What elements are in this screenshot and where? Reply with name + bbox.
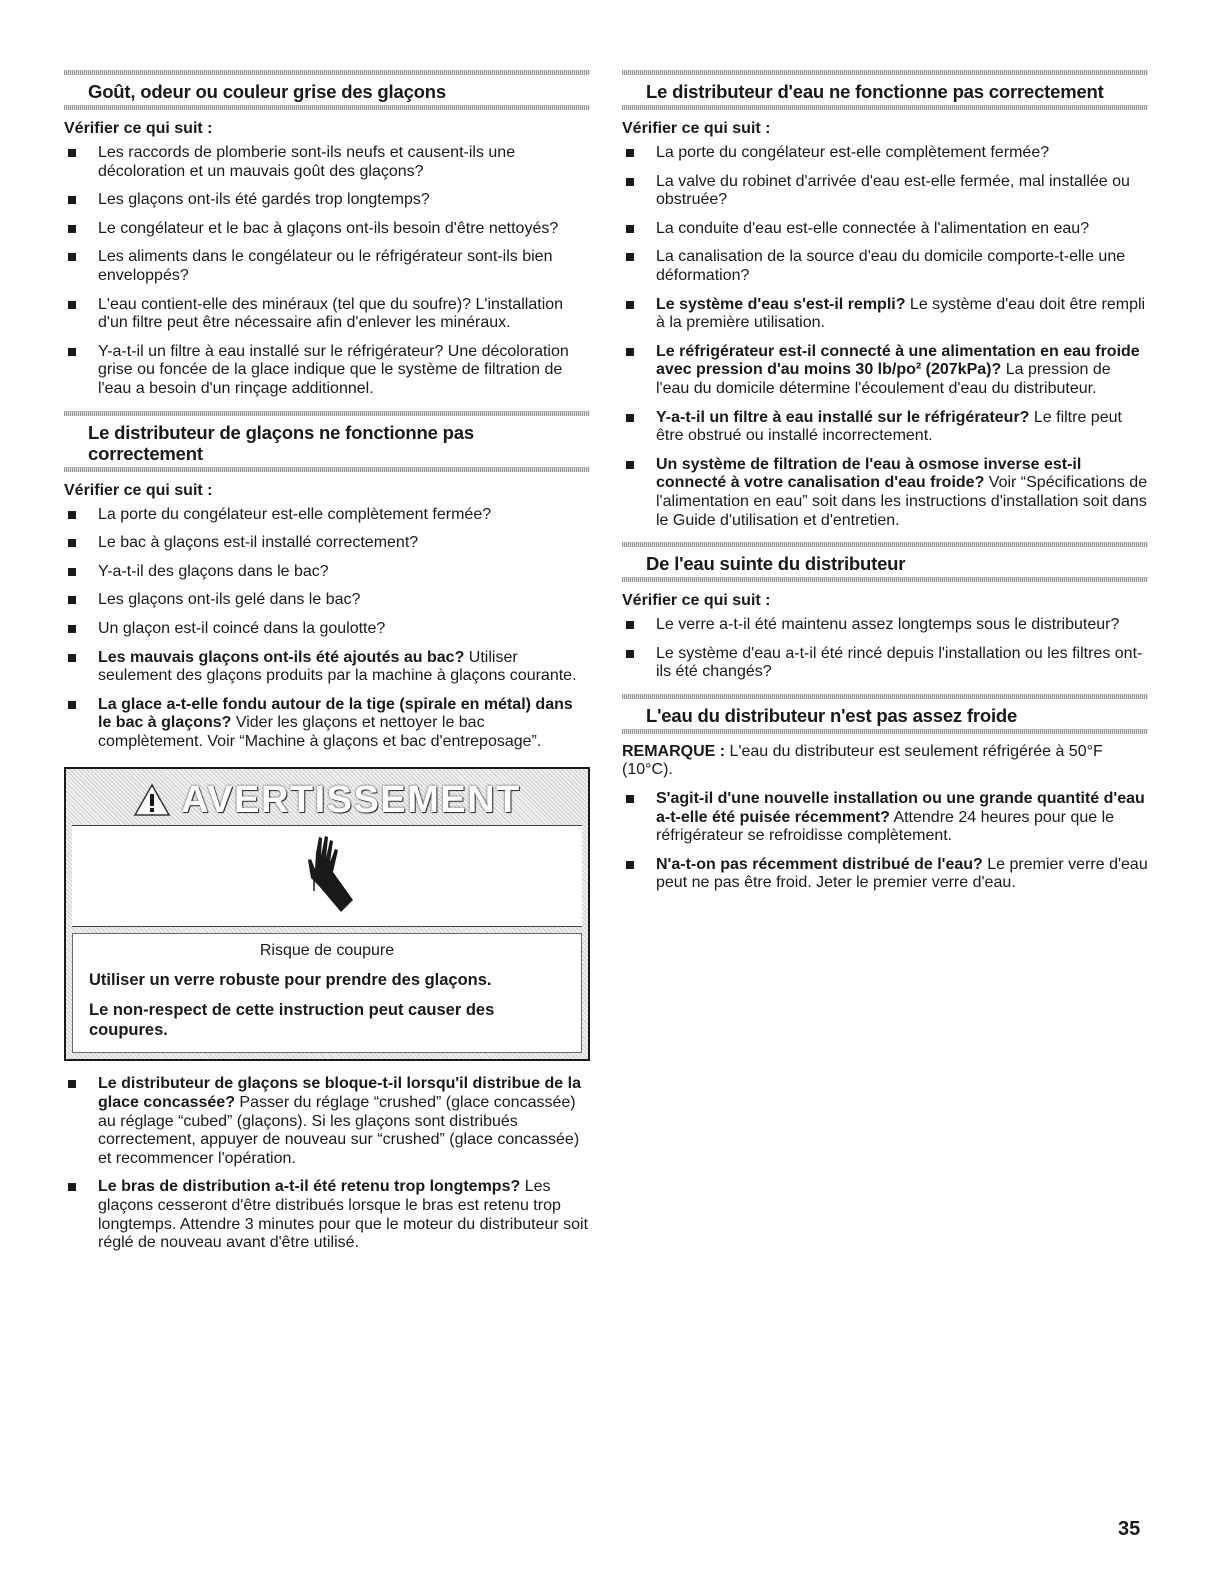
list-item: S'agit-il d'une nouvelle installation ou une grande quantité d'eau a-t-elle été puisée récemment? Attendre 24 heures pour que le réfrigérateur se refroidisse complètement. [622,790,1148,846]
list-item: Les glaçons ont-ils gelé dans le bac? [64,591,590,610]
section-header [64,409,590,469]
left-column [64,68,590,1263]
list-item: Y-a-t-il un filtre à eau installé sur le réfrigérateur? Une décoloration grise ou foncée de la glace indique que le système de filtration de l'eau a besoin d'un rinçage additionnel. [64,343,590,399]
page-number: 35 [1118,1518,1141,1540]
list-item: Le congélateur et le bac à glaçons ont-ils besoin d'être nettoyés? [64,220,590,239]
check-label: Vérifier ce qui suit : [622,592,771,610]
section-title: Le distributeur d'eau ne fonctionne pas correctement [646,81,1104,102]
hand-cut-icon [282,831,372,921]
list-item: La glace a-t-elle fondu autour de la tige (spirale en métal) dans le bac à glaçons? Vider les glaçons et nettoyer le bac complètement. Voir “Machine à glaçons et bac d'entreposage”. [64,696,590,752]
list-item: Le verre a-t-il été maintenu assez longtemps sous le distributeur? [622,616,1148,635]
list-item: Le réfrigérateur est-il connecté à une alimentation en eau froide avec pression d'au moins 30 lb/po² (207kPa)? La pression de l'eau du domicile détermine l'écoulement d'eau du distributeur. [622,343,1148,399]
list-item: La porte du congélateur est-elle complètement fermée? [622,144,1148,163]
warning-risk: Risque de coupure [259,942,395,960]
list-item: Un système de filtration de l'eau à osmose inverse est-il connecté à votre canalisation d'eau froide? Voir “Spécifications de l'alimentation en eau” soit dans les instructions d'installation soit dans le Guide d'utilisation et d'entretien. [622,456,1148,530]
warning-text-area [72,933,582,1053]
section-title: Le distributeur de glaçons ne fonctionne pas correctement [88,421,474,464]
section-title: L'eau du distributeur n'est pas assez froide [646,704,1018,726]
warning-banner [72,775,582,825]
list-item: La canalisation de la source d'eau du domicile comporte-t-elle une déformation? [622,248,1148,285]
list-item: Y-a-t-il des glaçons dans le bac? [64,563,590,582]
warning-triangle-icon [133,783,171,817]
warning-consequence: Le non-respect de cette instruction peut causer des coupures. [89,1001,495,1040]
section-header [64,68,590,107]
list-item: L'eau contient-elle des minéraux (tel que du soufre)? L'installation d'un filtre peut être nécessaire afin d'enlever les minéraux. [64,296,590,333]
bullet-list [64,144,590,399]
list-item: Le système d'eau s'est-il rempli? Le système d'eau doit être rempli à la première utilisation. [622,296,1148,333]
section-header [622,540,1148,579]
warning-icon-area [72,825,582,927]
check-label: Vérifier ce qui suit : [64,481,213,499]
list-item: Le distributeur de glaçons se bloque-t-il lorsqu'il distribue de la glace concassée? Passer du réglage “crushed” (glace concassée) au réglage “cubed” (glaçons). Si les glaçons sont distribués correctement, appuyer de nouveau sur “crushed” (glace concassée) et recommencer l'opération. [64,1075,590,1168]
bullet-list [622,144,1148,530]
list-item: Les mauvais glaçons ont-ils été ajoutés au bac? Utiliser seulement des glaçons produits par la machine à glaçons courante. [64,649,590,686]
list-item: La valve du robinet d'arrivée d'eau est-elle fermée, mal installée ou obstruée? [622,173,1148,210]
list-item: Le système d'eau a-t-il été rincé depuis l'installation ou les filtres ont-ils été changés? [622,645,1148,682]
bullet-list [622,790,1148,893]
warning-instruction: Utiliser un verre robuste pour prendre des glaçons. [89,971,492,990]
bullet-list [622,616,1148,682]
check-label: Vérifier ce qui suit : [64,120,213,137]
list-item: Le bras de distribution a-t-il été retenu trop longtemps? Les glaçons cesseront d'être distribués lorsque le bras est retenu trop longtemps. Attendre 3 minutes pour que le moteur du distributeur soit réglé de nouveau avant d'être utilisé. [64,1178,590,1252]
section-header [622,68,1148,107]
section-title: De l'eau suinte du distributeur [646,553,906,575]
list-item: Les raccords de plomberie sont-ils neufs et causent-ils une décoloration et un mauvais goût des glaçons? [64,144,590,181]
list-item: Un glaçon est-il coincé dans la goulotte? [64,620,590,639]
list-item: N'a-t-on pas récemment distribué de l'eau? Le premier verre d'eau peut ne pas être froid. Jeter le premier verre d'eau. [622,856,1148,893]
bullet-list [64,1075,590,1252]
list-item: Y-a-t-il un filtre à eau installé sur le réfrigérateur? Le filtre peut être obstrué ou installé incorrectement. [622,409,1148,446]
list-item: Les glaçons ont-ils été gardés trop longtemps? [64,191,590,210]
section-title: Goût, odeur ou couleur grise des glaçons [88,81,446,102]
section-header [622,692,1148,731]
warning-title: AVERTISSEMENT [181,778,521,821]
right-column [622,68,1148,903]
list-item: La conduite d'eau est-elle connectée à l'alimentation en eau? [622,220,1148,239]
list-item: Le bac à glaçons est-il installé correctement? [64,534,590,553]
list-item: La porte du congélateur est-elle complètement fermée? [64,506,590,525]
note-paragraph: REMARQUE : L'eau du distributeur est seulement réfrigérée à 50°F (10°C). [622,742,1103,779]
list-item: Les aliments dans le congélateur ou le réfrigérateur sont-ils bien enveloppés? [64,248,590,285]
warning-box [64,767,590,1061]
check-label: Vérifier ce qui suit : [622,120,771,137]
bullet-list [64,506,590,752]
